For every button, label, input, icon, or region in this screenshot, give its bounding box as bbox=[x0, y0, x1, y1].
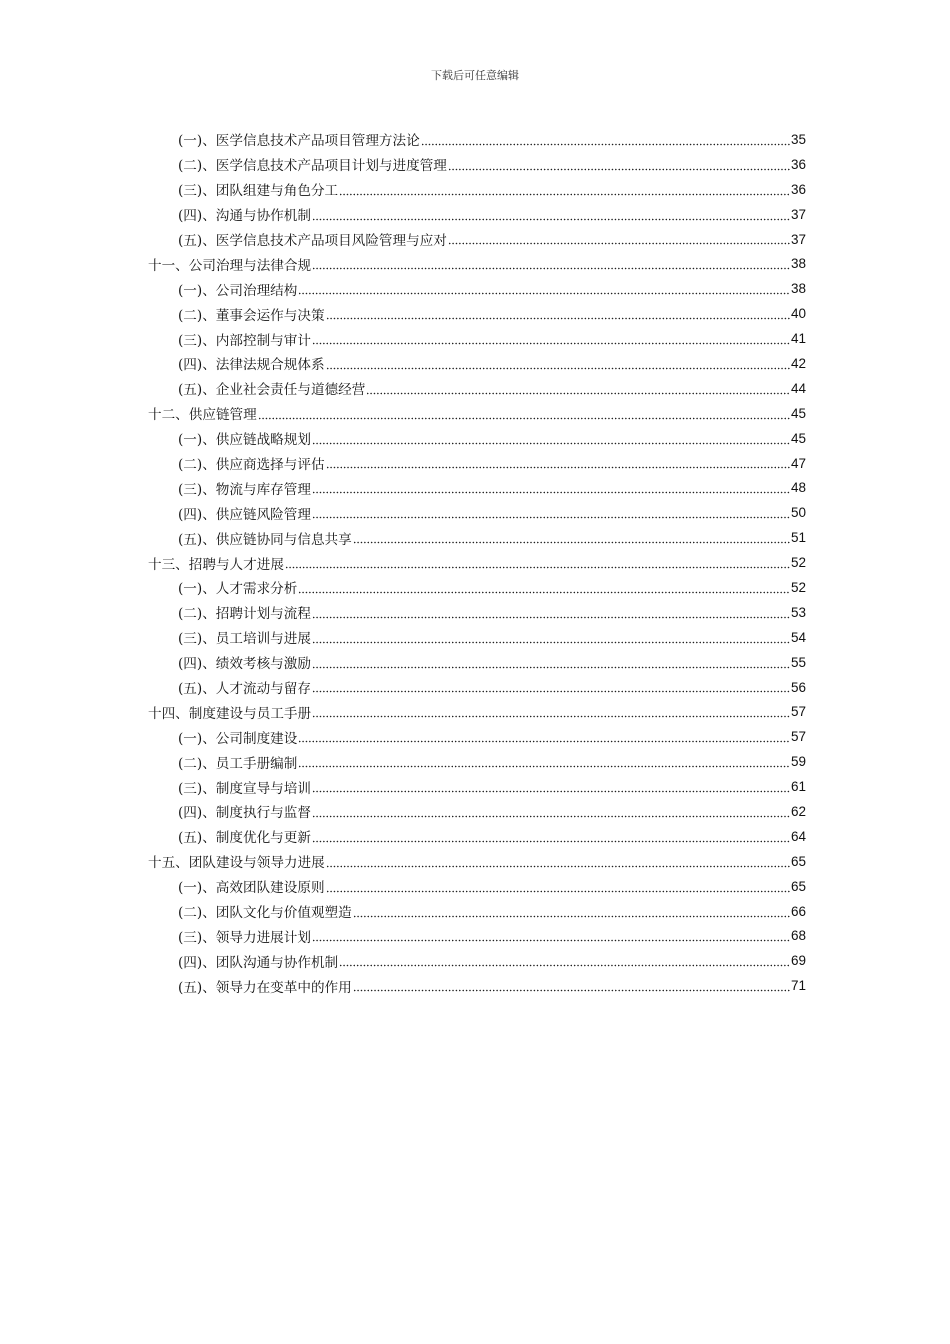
toc-entry-title: (一)、高效团队建设原则 bbox=[178, 880, 325, 897]
toc-dot-leader bbox=[326, 459, 790, 469]
toc-page-number: 52 bbox=[790, 579, 806, 595]
toc-section-entry[interactable] bbox=[148, 625, 806, 650]
toc-entry-title: 十五、团队建设与领导力进展 bbox=[148, 855, 325, 872]
toc-section-entry[interactable] bbox=[148, 376, 806, 401]
toc-chapter-entry[interactable] bbox=[148, 251, 806, 276]
toc-chapter-entry[interactable] bbox=[148, 699, 806, 724]
toc-page-number: 71 bbox=[790, 978, 806, 994]
toc-entry-title: (四)、团队沟通与协作机制 bbox=[178, 954, 339, 971]
toc-dot-leader bbox=[366, 385, 790, 395]
toc-entry-title: (三)、物流与库存管理 bbox=[178, 481, 311, 498]
toc-section-entry[interactable] bbox=[148, 326, 806, 351]
toc-entry-title: (一)、供应链战略规划 bbox=[178, 432, 311, 449]
toc-dot-leader bbox=[339, 186, 790, 196]
toc-page-number: 56 bbox=[790, 679, 806, 695]
toc-section-entry[interactable] bbox=[148, 899, 806, 924]
toc-dot-leader bbox=[258, 410, 790, 420]
toc-dot-leader bbox=[339, 957, 790, 967]
toc-dot-leader bbox=[326, 883, 790, 893]
toc-section-entry[interactable] bbox=[148, 948, 806, 973]
toc-page-number: 69 bbox=[790, 953, 806, 969]
toc-dot-leader bbox=[312, 683, 790, 693]
toc-chapter-entry[interactable] bbox=[148, 849, 806, 874]
toc-dot-leader bbox=[448, 161, 790, 171]
toc-page-number: 36 bbox=[790, 181, 806, 197]
table-of-contents bbox=[148, 127, 806, 998]
toc-page-number: 45 bbox=[790, 405, 806, 421]
toc-entry-title: (二)、董事会运作与决策 bbox=[178, 307, 325, 324]
toc-section-entry[interactable] bbox=[148, 301, 806, 326]
toc-page-number: 42 bbox=[790, 355, 806, 371]
toc-page-number: 55 bbox=[790, 654, 806, 670]
toc-page-number: 44 bbox=[790, 380, 806, 396]
toc-page-number: 62 bbox=[790, 803, 806, 819]
toc-entry-title: (二)、员工手册编制 bbox=[178, 755, 298, 772]
toc-entry-title: 十四、制度建设与员工手册 bbox=[148, 705, 312, 722]
toc-section-entry[interactable] bbox=[148, 351, 806, 376]
toc-entry-title: (三)、内部控制与审计 bbox=[178, 332, 311, 349]
toc-page-number: 61 bbox=[790, 779, 806, 795]
toc-dot-leader bbox=[326, 310, 790, 320]
toc-section-entry[interactable] bbox=[148, 749, 806, 774]
toc-page-number: 50 bbox=[790, 505, 806, 521]
toc-section-entry[interactable] bbox=[148, 475, 806, 500]
toc-section-entry[interactable] bbox=[148, 525, 806, 550]
toc-section-entry[interactable] bbox=[148, 824, 806, 849]
toc-dot-leader bbox=[421, 136, 790, 146]
toc-section-entry[interactable] bbox=[148, 276, 806, 301]
toc-section-entry[interactable] bbox=[148, 127, 806, 152]
toc-section-entry[interactable] bbox=[148, 774, 806, 799]
toc-section-entry[interactable] bbox=[148, 227, 806, 252]
toc-section-entry[interactable] bbox=[148, 177, 806, 202]
toc-dot-leader bbox=[312, 335, 790, 345]
toc-entry-title: (三)、员工培训与进展 bbox=[178, 631, 311, 648]
toc-page-number: 59 bbox=[790, 754, 806, 770]
toc-chapter-entry[interactable] bbox=[148, 401, 806, 426]
toc-dot-leader bbox=[353, 534, 790, 544]
toc-dot-leader bbox=[298, 584, 790, 594]
toc-entry-title: 十一、公司治理与法律合规 bbox=[148, 257, 312, 274]
toc-entry-title: 十三、招聘与人才进展 bbox=[148, 556, 284, 573]
toc-entry-title: (五)、人才流动与留存 bbox=[178, 681, 311, 698]
toc-page-number: 64 bbox=[790, 828, 806, 844]
toc-entry-title: (三)、团队组建与角色分工 bbox=[178, 183, 339, 200]
toc-dot-leader bbox=[312, 708, 790, 718]
toc-entry-title: (四)、法律法规合规体系 bbox=[178, 357, 325, 374]
toc-page-number: 40 bbox=[790, 306, 806, 322]
toc-page-number: 38 bbox=[790, 256, 806, 272]
toc-entry-title: (四)、供应链风险管理 bbox=[178, 506, 311, 523]
toc-page-number: 68 bbox=[790, 928, 806, 944]
toc-section-entry[interactable] bbox=[148, 600, 806, 625]
toc-page-number: 57 bbox=[790, 704, 806, 720]
toc-section-entry[interactable] bbox=[148, 799, 806, 824]
toc-entry-title: (三)、制度宣导与培训 bbox=[178, 780, 311, 797]
toc-page-number: 48 bbox=[790, 480, 806, 496]
toc-entry-title: (四)、沟通与协作机制 bbox=[178, 208, 311, 225]
toc-dot-leader bbox=[326, 360, 790, 370]
toc-dot-leader bbox=[312, 211, 790, 221]
toc-entry-title: (二)、供应商选择与评估 bbox=[178, 457, 325, 474]
toc-dot-leader bbox=[298, 758, 790, 768]
toc-dot-leader bbox=[353, 982, 790, 992]
toc-section-entry[interactable] bbox=[148, 874, 806, 899]
toc-section-entry[interactable] bbox=[148, 973, 806, 998]
toc-entry-title: (五)、医学信息技术产品项目风险管理与应对 bbox=[178, 233, 447, 249]
toc-section-entry[interactable] bbox=[148, 575, 806, 600]
toc-page-number: 35 bbox=[790, 131, 806, 147]
toc-dot-leader bbox=[298, 285, 790, 295]
toc-page-number: 57 bbox=[790, 729, 806, 745]
toc-section-entry[interactable] bbox=[148, 426, 806, 451]
toc-entry-title: (四)、制度执行与监督 bbox=[178, 805, 311, 822]
toc-entry-title: (二)、招聘计划与流程 bbox=[178, 606, 311, 623]
toc-entry-title: (四)、绩效考核与激励 bbox=[178, 656, 311, 673]
toc-page-number: 52 bbox=[790, 555, 806, 571]
toc-page-number: 47 bbox=[790, 455, 806, 471]
toc-section-entry[interactable] bbox=[148, 650, 806, 675]
toc-page-number: 54 bbox=[790, 629, 806, 645]
toc-section-entry[interactable] bbox=[148, 202, 806, 227]
toc-dot-leader bbox=[312, 260, 790, 270]
toc-section-entry[interactable] bbox=[148, 152, 806, 177]
toc-page-number: 41 bbox=[790, 331, 806, 347]
toc-dot-leader bbox=[312, 435, 790, 445]
toc-dot-leader bbox=[298, 733, 790, 743]
toc-dot-leader bbox=[326, 858, 790, 868]
toc-dot-leader bbox=[312, 932, 790, 942]
toc-entry-title: (一)、公司治理结构 bbox=[178, 282, 298, 299]
toc-dot-leader bbox=[312, 833, 790, 843]
toc-dot-leader bbox=[312, 783, 790, 793]
toc-dot-leader bbox=[312, 484, 790, 494]
toc-page-number: 66 bbox=[790, 903, 806, 919]
toc-entry-title: (二)、团队文化与价值观塑造 bbox=[178, 905, 352, 922]
toc-entry-title: (一)、人才需求分析 bbox=[178, 581, 298, 598]
toc-section-entry[interactable] bbox=[148, 724, 806, 749]
toc-dot-leader bbox=[312, 659, 790, 669]
toc-section-entry[interactable] bbox=[148, 675, 806, 700]
toc-section-entry[interactable] bbox=[148, 500, 806, 525]
toc-page-number: 45 bbox=[790, 430, 806, 446]
toc-chapter-entry[interactable] bbox=[148, 550, 806, 575]
toc-page-number: 37 bbox=[790, 206, 806, 222]
toc-entry-title: (三)、领导力进展计划 bbox=[178, 929, 311, 946]
toc-page-number: 37 bbox=[790, 231, 806, 247]
toc-section-entry[interactable] bbox=[148, 451, 806, 476]
toc-dot-leader bbox=[312, 609, 790, 619]
toc-section-entry[interactable] bbox=[148, 924, 806, 949]
toc-entry-title: (五)、企业社会责任与道德经营 bbox=[178, 382, 366, 399]
page-header: 下载后可任意编辑 bbox=[431, 69, 519, 82]
toc-entry-title: (五)、制度优化与更新 bbox=[178, 830, 311, 847]
toc-page-number: 65 bbox=[790, 853, 806, 869]
toc-page-number: 53 bbox=[790, 604, 806, 620]
toc-page-number: 36 bbox=[790, 156, 806, 172]
toc-entry-title: (五)、领导力在变革中的作用 bbox=[178, 979, 352, 996]
toc-dot-leader bbox=[448, 235, 790, 245]
toc-page-number: 38 bbox=[790, 281, 806, 297]
toc-dot-leader bbox=[312, 509, 790, 519]
toc-dot-leader bbox=[285, 559, 790, 569]
toc-dot-leader bbox=[312, 808, 790, 818]
toc-entry-title: (一)、医学信息技术产品项目管理方法论 bbox=[178, 133, 420, 150]
toc-page-number: 51 bbox=[790, 530, 806, 546]
toc-entry-title: (五)、供应链协同与信息共享 bbox=[178, 531, 352, 548]
toc-dot-leader bbox=[312, 634, 790, 644]
toc-page-number: 65 bbox=[790, 878, 806, 894]
toc-entry-title: (一)、公司制度建设 bbox=[178, 730, 298, 747]
toc-dot-leader bbox=[353, 908, 790, 918]
toc-entry-title: 十二、供应链管理 bbox=[148, 407, 257, 424]
toc-entry-title: (二)、医学信息技术产品项目计划与进度管理 bbox=[178, 158, 447, 175]
